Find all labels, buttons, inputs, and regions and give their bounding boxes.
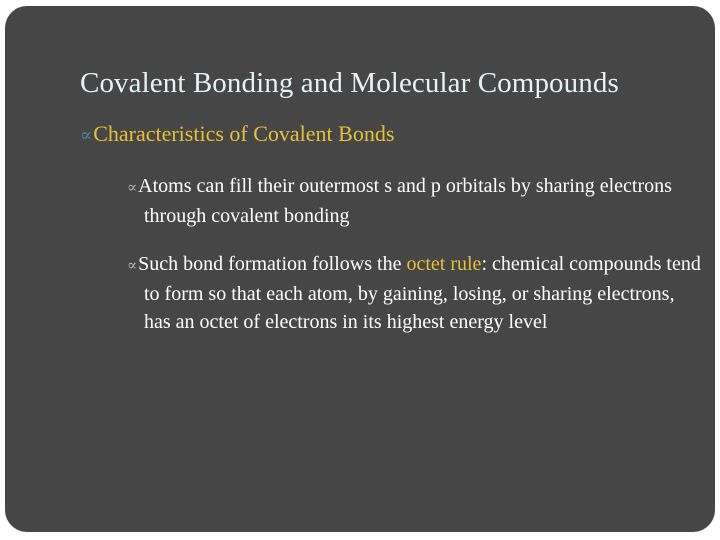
bullet-level1	[80, 121, 394, 147]
scroll-bullet-icon: ∝	[127, 180, 138, 196]
bullet-text-before: Such bond formation follows the	[138, 253, 407, 275]
bullet-level2	[127, 250, 704, 336]
bullet-text: Atoms can fill their outermost s and p orbitals by sharing electrons through covalent bonding	[138, 175, 672, 227]
slide-title: Covalent Bonding and Molecular Compounds	[80, 67, 619, 99]
bullet-level2	[127, 172, 704, 230]
scroll-bullet-icon: ∝	[127, 258, 138, 274]
bullet-text-after: : chemical compounds tend to form so that each atom, by gaining, losing, or sharing electrons, has an octet of electrons in its highest energy level	[144, 253, 701, 333]
bullet-text: Characteristics of Covalent Bonds	[93, 121, 395, 146]
scroll-bullet-icon: ∝	[80, 125, 93, 145]
highlight-term: octet rule	[406, 253, 482, 275]
